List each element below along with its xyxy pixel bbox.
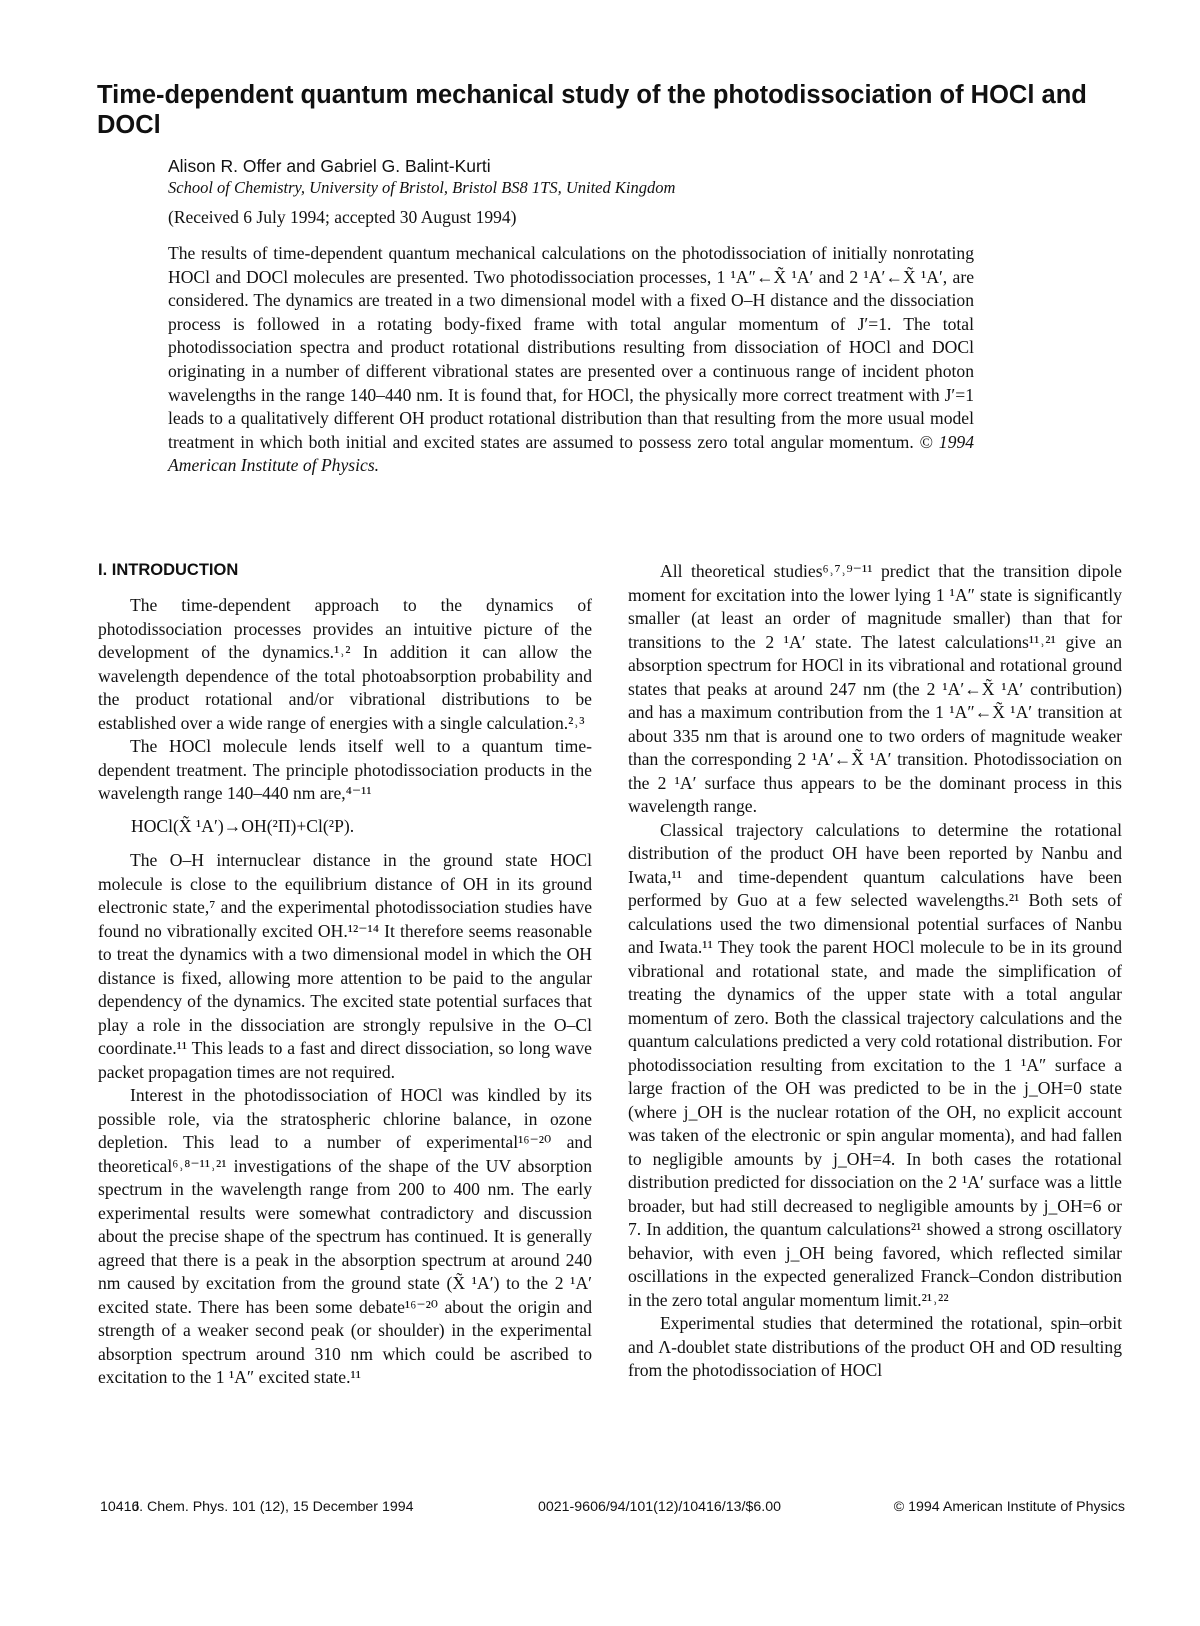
abstract-copyright: 1994 American Institute of Physics. bbox=[168, 431, 974, 476]
abstract bbox=[168, 242, 974, 478]
paragraph: The time-dependent approach to the dynamics of photodissociation processes provides an intuitive picture of the development of the dynamics.¹˒² In addition it can allow the wavelength dependence of the total photoabsorption probability and the product rotational and/or vibrational distributions to be established over a wide range of energies with a single calculation.²˒³ bbox=[98, 595, 592, 733]
left-column bbox=[98, 560, 592, 1390]
paragraph: The O–H internuclear distance in the ground state HOCl molecule is close to the equilibrium distance of OH in its ground electronic state,⁷ and the experimental photodissociation studies have found no vibrationally excited OH.¹²⁻¹⁴ It therefore seems reasonable to treat the dynamics with a two dimensional model in which the OH distance is fixed, allowing more attention to be paid to the angular dependency of the dynamics. The excited state potential surfaces that play a role in the dissociation are strongly repulsive in the O–Cl coordinate.¹¹ This leads to a fast and direct dissociation, so long wave packet propagation times are not required. bbox=[98, 850, 592, 1082]
paragraph: Classical trajectory calculations to determine the rotational distribution of the product OH have been reported by Nanbu and Iwata,¹¹ and time-dependent quantum calculations have been performed by Guo at a few selected wavelengths.²¹ Both sets of calculations used the two dimensional potential surfaces of Nanbu and Iwata.¹¹ They took the parent HOCl molecule to be in its ground vibrational and rotational state, and made the simplification of treating the dynamics of the upper state with a total angular momentum of zero. Both the classical trajectory calculations and the quantum calculations predicted a very cold rotational distribution. For photodissociation resulting from excitation to the 1 ¹A″ surface a large fraction of the OH was predicted to be in the j_OH=0 state (where j_OH is the nuclear rotation of the OH, no explicit account was taken of the electronic or spin angular momenta), and had fallen to negligible amounts by j_OH=4. In both cases the rotational distribution predicted for dissociation on the 2 ¹A′ surface was a little broader, but had still decreased to negligible amounts by j_OH=6 or 7. In addition, the quantum calculations²¹ showed a strong oscillatory behavior, with even j_OH being favored, which reflected similar oscillations in the expected generalized Franck–Condon distribution in the zero total angular momentum limit.²¹˒²² bbox=[628, 819, 1122, 1310]
paragraph: All theoretical studies⁶˒⁷˒⁹⁻¹¹ predict that the transition dipole moment for excitation into the lower lying 1 ¹A″ state is significantly smaller (at least an order of magnitude smaller) than that for transitions to the 2 ¹A′ state. The latest calculations¹¹˒²¹ give an absorption spectrum for HOCl in its vibrational and rotational ground states that peaks at around 247 nm (the 2 ¹A′←X̃ ¹A′ contribution) and has a maximum contribution from the 1 ¹A″←X̃ ¹A′ transition at about 335 nm that is around one to two orders of magnitude weaker than the corresponding 2 ¹A′←X̃ ¹A′ transition. Photodissociation on the 2 ¹A′ surface thus appears to be the dominant process in this wavelength range. bbox=[628, 561, 1122, 816]
section-heading-introduction: I. INTRODUCTION bbox=[98, 561, 239, 579]
page-footer bbox=[100, 1497, 1125, 1517]
page-number: 10416 bbox=[100, 1499, 140, 1515]
equation: HOCl(X̃ ¹A′)→OH(²Π)+Cl(²P). bbox=[131, 815, 355, 836]
abstract-text: The results of time-dependent quantum mechanical calculations on the photodissociation of initially nonrotating HOCl and DOCl molecules are presented. Two photodissociation processes, 1 ¹A″←X̃ ¹A′ and 2 ¹A′←X̃ ¹A′, are considered. The dynamics are treated in a two dimensional model with a fixed O–H distance and the dissociation process is followed in a rotating body-fixed frame with total angular momentum of J′=1. The total photodissociation spectra and product rotational distributions resulting from dissociation of HOCl and DOCl originating in a number of different vibrational states are presented over a continuous range of incident photon wavelengths in the range 140–440 nm. It is found that, for HOCl, the physically more correct treatment with J′=1 leads to a qualitatively different OH product rotational distribution than that resulting from the more usual model treatment in which both initial and excited states are assumed to possess zero total angular momentum. © bbox=[168, 243, 974, 452]
author-affiliation: School of Chemistry, University of Bristol, Bristol BS8 1TS, United Kingdom bbox=[168, 178, 676, 197]
journal-citation: J. Chem. Phys. 101 (12), 15 December 1994 bbox=[132, 1499, 414, 1515]
paragraph: Experimental studies that determined the rotational, spin–orbit and Λ-doublet state distributions of the product OH and OD resulting from the photodissociation of HOCl bbox=[628, 1313, 1122, 1380]
paragraph: The HOCl molecule lends itself well to a quantum time-dependent treatment. The principle photodissociation products in the wavelength range 140–440 nm are,⁴⁻¹¹ bbox=[98, 736, 592, 803]
received-dates: (Received 6 July 1994; accepted 30 August 1994) bbox=[168, 207, 517, 227]
article-code: 0021-9606/94/101(12)/10416/13/$6.00 bbox=[538, 1499, 781, 1515]
author-list: Alison R. Offer and Gabriel G. Balint-Kurti bbox=[168, 156, 491, 176]
paper-title: Time-dependent quantum mechanical study of the photodissociation of HOCl and DOCl bbox=[97, 81, 1087, 139]
footer-copyright: © 1994 American Institute of Physics bbox=[893, 1499, 1125, 1515]
right-column bbox=[628, 560, 1122, 1383]
paragraph: Interest in the photodissociation of HOCl was kindled by its possible role, via the stratospheric chlorine balance, in ozone depletion. This lead to a number of experimental¹⁶⁻²⁰ and theoretical⁶˒⁸⁻¹¹˒²¹ investigations of the shape of the UV absorption spectrum in the wavelength range from 200 to 400 nm. The early experimental results were somewhat contradictory and discussion about the precise shape of the spectrum has continued. It is generally agreed that there is a peak in the absorption spectrum at around 240 nm caused by excitation from the ground state (X̃ ¹A′) to the 2 ¹A′ excited state. There has been some debate¹⁶⁻²⁰ about the origin and strength of a weaker second peak (or shoulder) in the experimental absorption spectrum around 310 nm which could be ascribed to excitation to the 1 ¹A″ excited state.¹¹ bbox=[98, 1085, 592, 1387]
